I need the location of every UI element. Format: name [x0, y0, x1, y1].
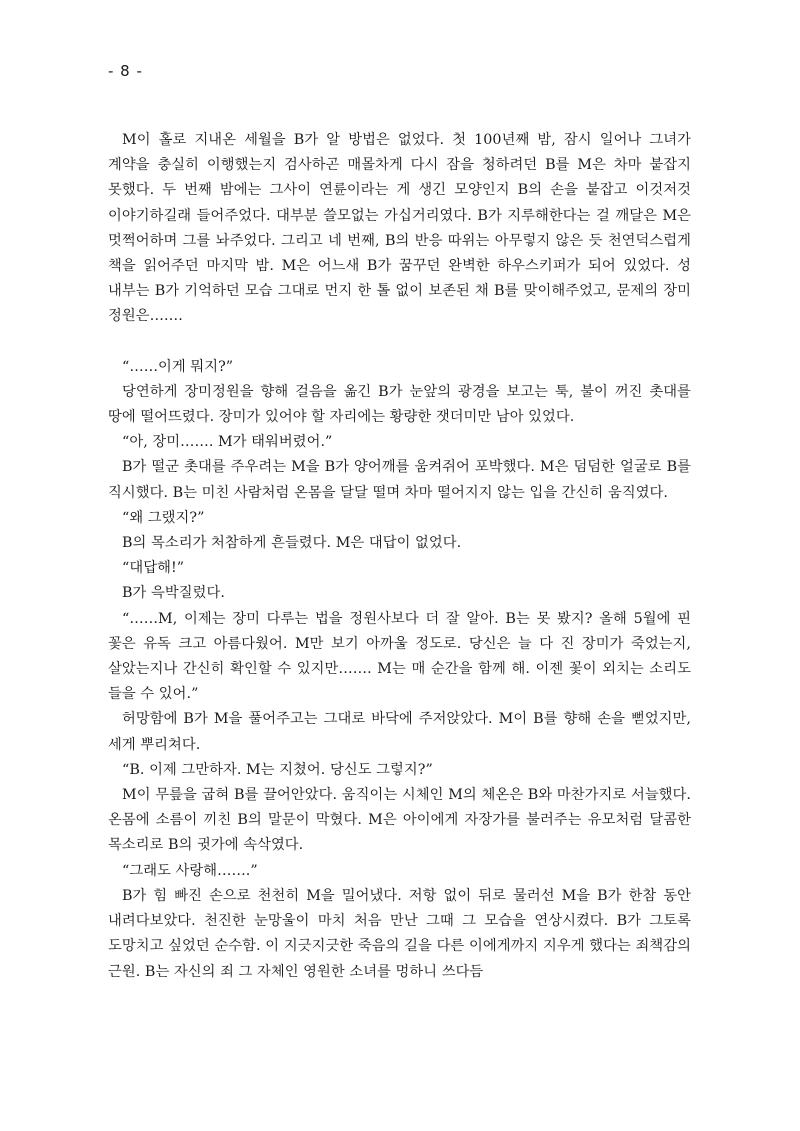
paragraph-4: “아, 장미……. M가 태워버렸어.” [122, 434, 333, 451]
paragraph-11: 허망함에 B가 M을 풀어주고는 그대로 바닥에 주저앉았다. M이 B를 향해 손을 뻗었지만, 세게 뿌리쳐다. [108, 711, 691, 753]
paragraph-15: B가 힘 빠진 손으로 천천히 M을 밀어냈다. 저항 없이 뒤로 물러선 M을 B가 한참 동안 내려다보았다. 천진한 눈망울이 마치 처음 만난 그때 그 모습을 연상시켰다. B가 그토록 도망치고 싶었던 순수함. 이 지긋지긋한 죽음의 길을 다른 이에게까지 지우게 했다는 죄책감의 근원. B는 자신의 죄 그 자체인 영원한 소녀를 멍하니 쓰다듬 [108, 887, 691, 980]
body-text [108, 128, 691, 985]
paragraph-2: “……이게 뭐지?” [122, 358, 234, 375]
paragraph-5: B가 떨군 촛대를 주우려는 M을 B가 양어깨를 움켜쥐어 포박했다. M은 덤덤한 얼굴로 B를 직시했다. B는 미친 사람처럼 온몸을 달달 떨며 차마 떨어지지 않는 입을 간신히 움직였다. [108, 459, 691, 501]
paragraph-8: “대답해!” [122, 560, 185, 577]
paragraph-9: B가 윽박질렀다. [122, 585, 225, 602]
page-number: - 8 - [108, 62, 143, 80]
paragraph-10: “……M, 이제는 장미 다루는 법을 정원사보다 더 잘 알아. B는 못 봤지? 올해 5월에 핀 꽃은 유독 크고 아름다웠어. M만 보기 아까울 정도로. 당신은 늘 다 진 장미가 죽었는지, 살았는지나 간신히 확인할 수 있지만……. M는 매 순간을 함께 해. 이젠 꽃이 외치는 소리도 들을 수 있어.” [108, 610, 691, 703]
paragraph-7: B의 목소리가 처참하게 흔들렸다. M은 대답이 없었다. [122, 535, 462, 552]
paragraph-14: “그래도 사랑해…….” [122, 862, 258, 879]
paragraph-6: “왜 그랬지?” [122, 509, 205, 526]
paragraph-1: M이 홀로 지내온 세월을 B가 알 방법은 없었다. 첫 100년째 밤, 잠시 일어나 그녀가 계약을 충실히 이행했는지 검사하곤 매몰차게 다시 잠을 청하려던 B를 M은 차마 붙잡지 못했다. 두 번째 밤에는 그사이 연륜이라는 게 생긴 모양인지 B의 손을 붙잡고 이것저것 이야기하길래 들어주었다. 대부분 쓸모없는 가십거리였다. B가 지루해한다는 걸 깨달은 M은 멋쩍어하며 그를 놔주었다. 그리고 네 번째, B의 반응 따위는 아무렇지 않은 듯 천연덕스럽게 책을 읽어주던 마지막 밤. M은 어느새 B가 꿈꾸던 완벽한 하우스키퍼가 되어 있었다. 성 내부는 B가 기억하던 모습 그대로 먼지 한 톨 없이 보존된 채 B를 맞이해주었고, 문제의 장미 정원은……. [108, 132, 691, 325]
paragraph-13: M이 무릎을 굽혀 B를 끌어안았다. 움직이는 시체인 M의 체온은 B와 마찬가지로 서늘했다. 온몸에 소름이 끼친 B의 말문이 막혔다. M은 아이에게 자장가를 불러주는 유모처럼 달콤한 목소리로 B의 귓가에 속삭였다. [108, 787, 691, 854]
paragraph-3: 당연하게 장미정원을 향해 걸음을 옮긴 B가 눈앞의 광경을 보고는 툭, 불이 꺼진 촛대를 땅에 떨어뜨렸다. 장미가 있어야 할 자리에는 황량한 잿더미만 남아 있었다. [108, 383, 691, 426]
paragraph-12: “B. 이제 그만하자. M는 지쳤어. 당신도 그렇지?” [122, 761, 433, 778]
